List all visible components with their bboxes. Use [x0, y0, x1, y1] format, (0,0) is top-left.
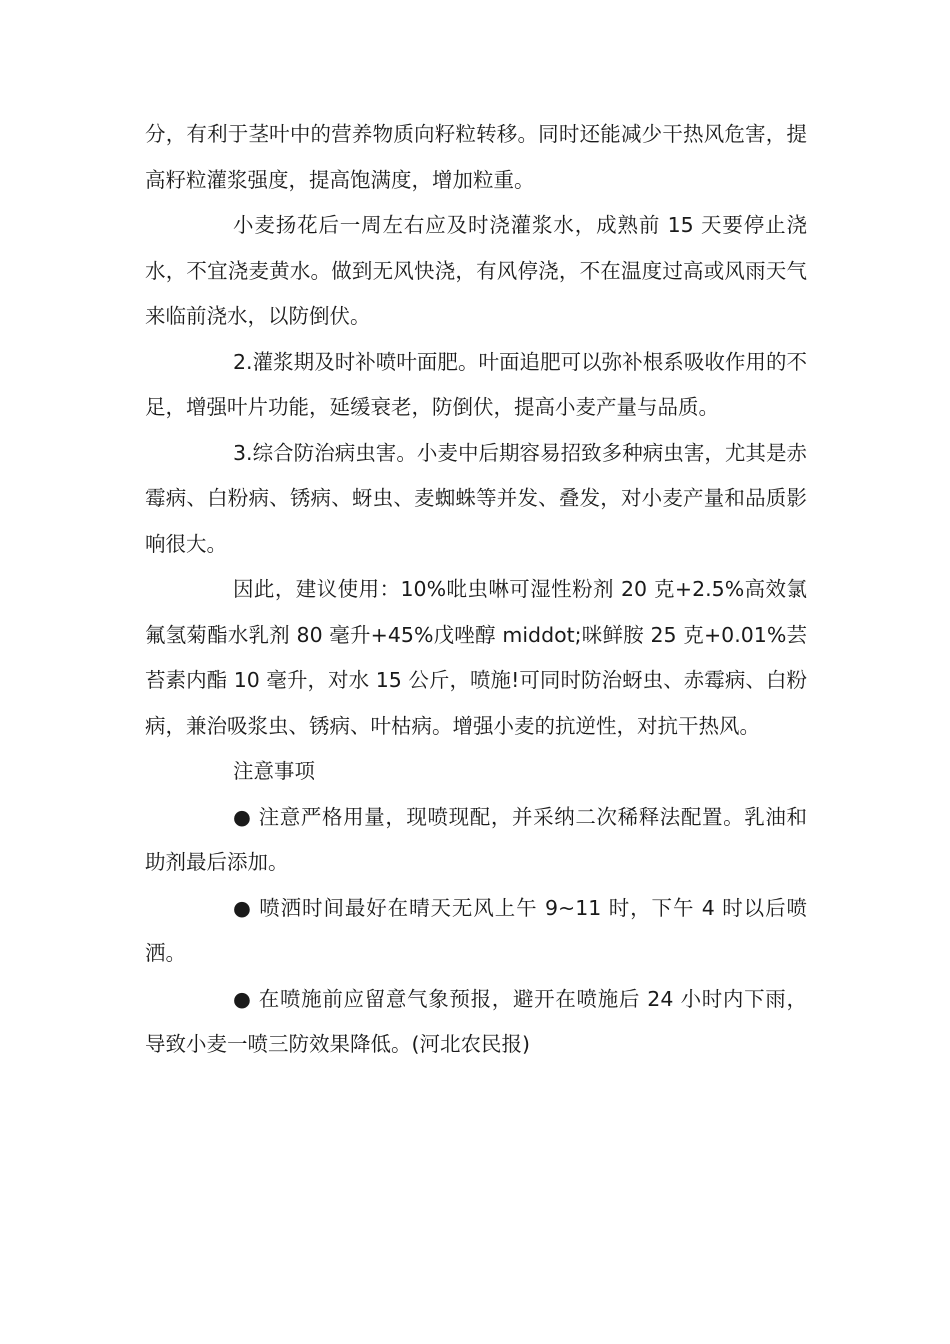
- paragraph-pest-control: 3.综合防治病虫害。小麦中后期容易招致多种病虫害，尤其是赤霉病、白粉病、锈病、蚜虫、麦蜘蛛等并发、叠发，对小麦产量和品质影响很大。: [145, 440, 807, 556]
- paragraph-recommendation: 因此，建议使用：10%吡虫啉可湿性粉剂 20 克+2.5%高效氯氟氢菊酯水乳剂 80 毫升+45%戊唑醇 middot;咪鲜胺 25 克+0.01%芸苔素内酯 10 毫升，对水 15 公斤，喷施!可同时防治蚜虫、赤霉病、白粉病，兼治吸浆虫、锈病、叶枯病。增强小麦的抗逆性，对抗干热风。: [145, 577, 807, 738]
- bullet-dosage: ● 注意严格用量，现喷现配，并采纳二次稀释法配置。乳油和助剂最后添加。: [145, 804, 807, 874]
- bullet-spray-time: ● 喷洒时间最好在晴天无风上午 9~11 时，下午 4 时以后喷洒。: [145, 895, 807, 965]
- paragraph-irrigation: 小麦扬花后一周左右应及时浇灌浆水，成熟前 15 天要停止浇水，不宜浇麦黄水。做到无风快浇，有风停浇，不在温度过高或风雨天气来临前浇水，以防倒伏。: [145, 213, 807, 328]
- paragraph-continuation: 分，有利于茎叶中的营养物质向籽粒转移。同时还能减少干热风危害，提高籽粒灌浆强度，提高饱满度，增加粒重。: [145, 122, 807, 192]
- bullet-weather: ● 在喷施前应留意气象预报，避开在喷施后 24 小时内下雨，导致小麦一喷三防效果降低。(河北农民报): [145, 986, 807, 1056]
- document-body: [145, 112, 807, 1068]
- paragraph-foliar-fertilizer: 2.灌浆期及时补喷叶面肥。叶面追肥可以弥补根系吸收作用的不足，增强叶片功能，延缓衰老，防倒伏，提高小麦产量与品质。: [145, 349, 807, 419]
- section-heading-precautions: 注意事项: [233, 759, 315, 783]
